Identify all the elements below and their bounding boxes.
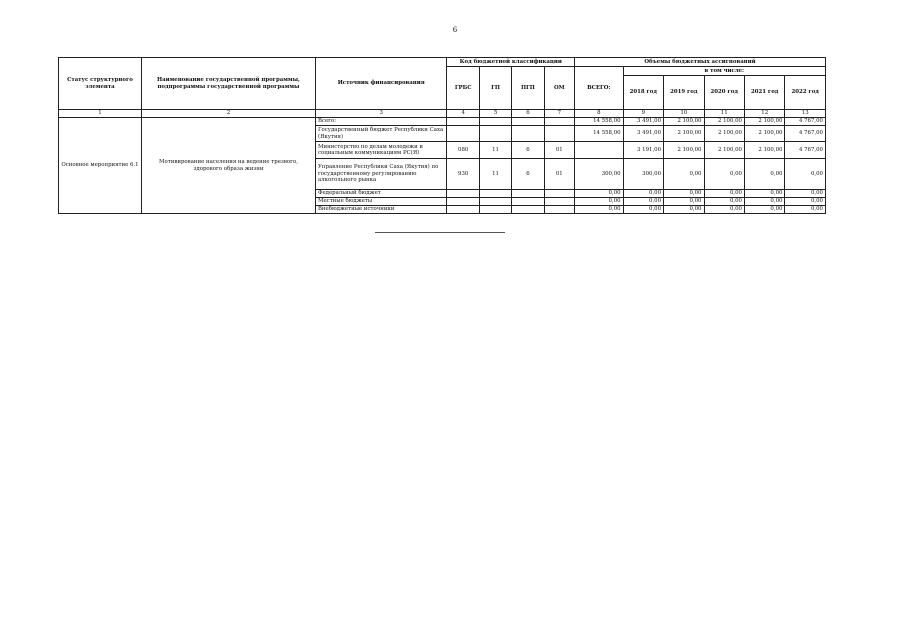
y2021-cell: 0,00 [744, 198, 784, 206]
y2022-cell: 4 767,00 [785, 126, 826, 142]
grbs-cell [447, 126, 479, 142]
source-cell: Местные бюджеты [315, 198, 447, 206]
col-number: 8 [575, 110, 624, 118]
col-number: 9 [623, 110, 663, 118]
header-gp: ГП [479, 67, 511, 110]
y2019-cell: 0,00 [664, 198, 704, 206]
header-grbs: ГРБС [447, 67, 479, 110]
gp-cell: 11 [479, 142, 511, 159]
source-cell: Министерство по делам молодежи и социальным коммуникациям РС(Я) [315, 142, 447, 159]
y2022-cell: 0,00 [785, 206, 826, 214]
y2021-cell: 2 100,00 [744, 142, 784, 159]
y2018-cell: 0,00 [623, 206, 663, 214]
col-number: 13 [785, 110, 826, 118]
col-number: 2 [141, 110, 315, 118]
col-number: 12 [744, 110, 784, 118]
gp-cell [479, 118, 511, 126]
total-cell: 0,00 [575, 198, 624, 206]
y2021-cell: 0,00 [744, 159, 784, 190]
gp-cell [479, 190, 511, 198]
total-cell: 0,00 [575, 206, 624, 214]
gp-cell [479, 126, 511, 142]
om-cell [544, 198, 574, 206]
om-cell [544, 126, 574, 142]
total-cell: 300,00 [575, 159, 624, 190]
pgp-cell [512, 118, 544, 126]
col-number: 3 [315, 110, 447, 118]
col-number: 7 [544, 110, 574, 118]
y2022-cell: 0,00 [785, 190, 826, 198]
y2018-cell: 3 191,00 [623, 142, 663, 159]
header-om: ОМ [544, 67, 574, 110]
pgp-cell [512, 126, 544, 142]
y2021-cell: 2 100,00 [744, 126, 784, 142]
grbs-cell [447, 198, 479, 206]
source-cell: Федеральный бюджет [315, 190, 447, 198]
header-year-2021: 2021 год [744, 76, 784, 110]
col-number: 6 [512, 110, 544, 118]
total-cell: 14 558,00 [575, 126, 624, 142]
gp-cell: 11 [479, 159, 511, 190]
y2022-cell: 4 767,00 [785, 118, 826, 126]
y2019-cell: 2 100,00 [664, 118, 704, 126]
om-cell [544, 118, 574, 126]
header-program-name: Наименование государственной программы, подпрограммы государственной программы [141, 58, 315, 110]
header-volume-group: Объемы бюджетных ассигнований [575, 58, 826, 67]
total-cell [575, 142, 624, 159]
grbs-cell [447, 118, 479, 126]
y2020-cell: 0,00 [704, 206, 744, 214]
y2020-cell: 2 100,00 [704, 118, 744, 126]
y2020-cell: 2 100,00 [704, 142, 744, 159]
y2018-cell: 3 491,00 [623, 118, 663, 126]
y2020-cell: 2 100,00 [704, 126, 744, 142]
col-number: 4 [447, 110, 479, 118]
header-financing-source: Источник финансирования [315, 58, 447, 110]
header-year-2018: 2018 год [623, 76, 663, 110]
program-name-cell: Мотивирование населения на ведение трезвого, здорового образа жизни [141, 118, 315, 214]
page-number: 6 [452, 26, 458, 34]
pgp-cell: 6 [512, 142, 544, 159]
header-total: ВСЕГО: [575, 67, 624, 110]
y2020-cell: 0,00 [704, 159, 744, 190]
header-including: в том числе: [623, 67, 825, 76]
col-number: 1 [59, 110, 142, 118]
col-number: 11 [704, 110, 744, 118]
header-year-2020: 2020 год [704, 76, 744, 110]
header-row-1 [59, 58, 826, 67]
y2019-cell: 0,00 [664, 159, 704, 190]
y2021-cell: 0,00 [744, 190, 784, 198]
header-pgp: ПГП [512, 67, 544, 110]
y2018-cell: 3 491,00 [623, 126, 663, 142]
y2019-cell: 2 100,00 [664, 126, 704, 142]
y2021-cell: 0,00 [744, 206, 784, 214]
header-year-2022: 2022 год [785, 76, 826, 110]
y2019-cell: 2 100,00 [664, 142, 704, 159]
budget-allocation-table [58, 57, 826, 214]
om-cell: 01 [544, 159, 574, 190]
om-cell [544, 190, 574, 198]
grbs-cell: 080 [447, 142, 479, 159]
y2019-cell: 0,00 [664, 206, 704, 214]
source-cell: Внебюджетные источники [315, 206, 447, 214]
om-cell: 01 [544, 142, 574, 159]
y2018-cell: 300,00 [623, 159, 663, 190]
y2022-cell: 0,00 [785, 198, 826, 206]
source-cell: Всего: [315, 118, 447, 126]
total-cell: 0,00 [575, 190, 624, 198]
col-number: 10 [664, 110, 704, 118]
pgp-cell [512, 190, 544, 198]
y2018-cell: 0,00 [623, 198, 663, 206]
grbs-cell [447, 206, 479, 214]
status-cell: Основное мероприятие 6.1 [59, 118, 142, 214]
pgp-cell: 6 [512, 159, 544, 190]
source-cell: Государственный бюджет Республики Саха (Якутия) [315, 126, 447, 142]
header-kbk-group: Код бюджетной классификации [447, 58, 575, 67]
y2019-cell: 0,00 [664, 190, 704, 198]
source-cell: Управление Республики Саха (Якутия) по государственному регулированию алкогольного рынка [315, 159, 447, 190]
y2018-cell: 0,00 [623, 190, 663, 198]
y2022-cell: 4 767,00 [785, 142, 826, 159]
y2020-cell: 0,00 [704, 190, 744, 198]
column-number-row [59, 110, 826, 118]
header-status: Статус структурного элемента [59, 58, 142, 110]
pgp-cell [512, 198, 544, 206]
separator-line [375, 232, 505, 233]
gp-cell [479, 198, 511, 206]
y2021-cell: 2 100,00 [744, 118, 784, 126]
y2020-cell: 0,00 [704, 198, 744, 206]
table-row [59, 118, 826, 126]
gp-cell [479, 206, 511, 214]
pgp-cell [512, 206, 544, 214]
header-year-2019: 2019 год [664, 76, 704, 110]
total-cell: 14 558,00 [575, 118, 624, 126]
y2022-cell: 0,00 [785, 159, 826, 190]
col-number: 5 [479, 110, 511, 118]
grbs-cell [447, 190, 479, 198]
om-cell [544, 206, 574, 214]
grbs-cell: 930 [447, 159, 479, 190]
